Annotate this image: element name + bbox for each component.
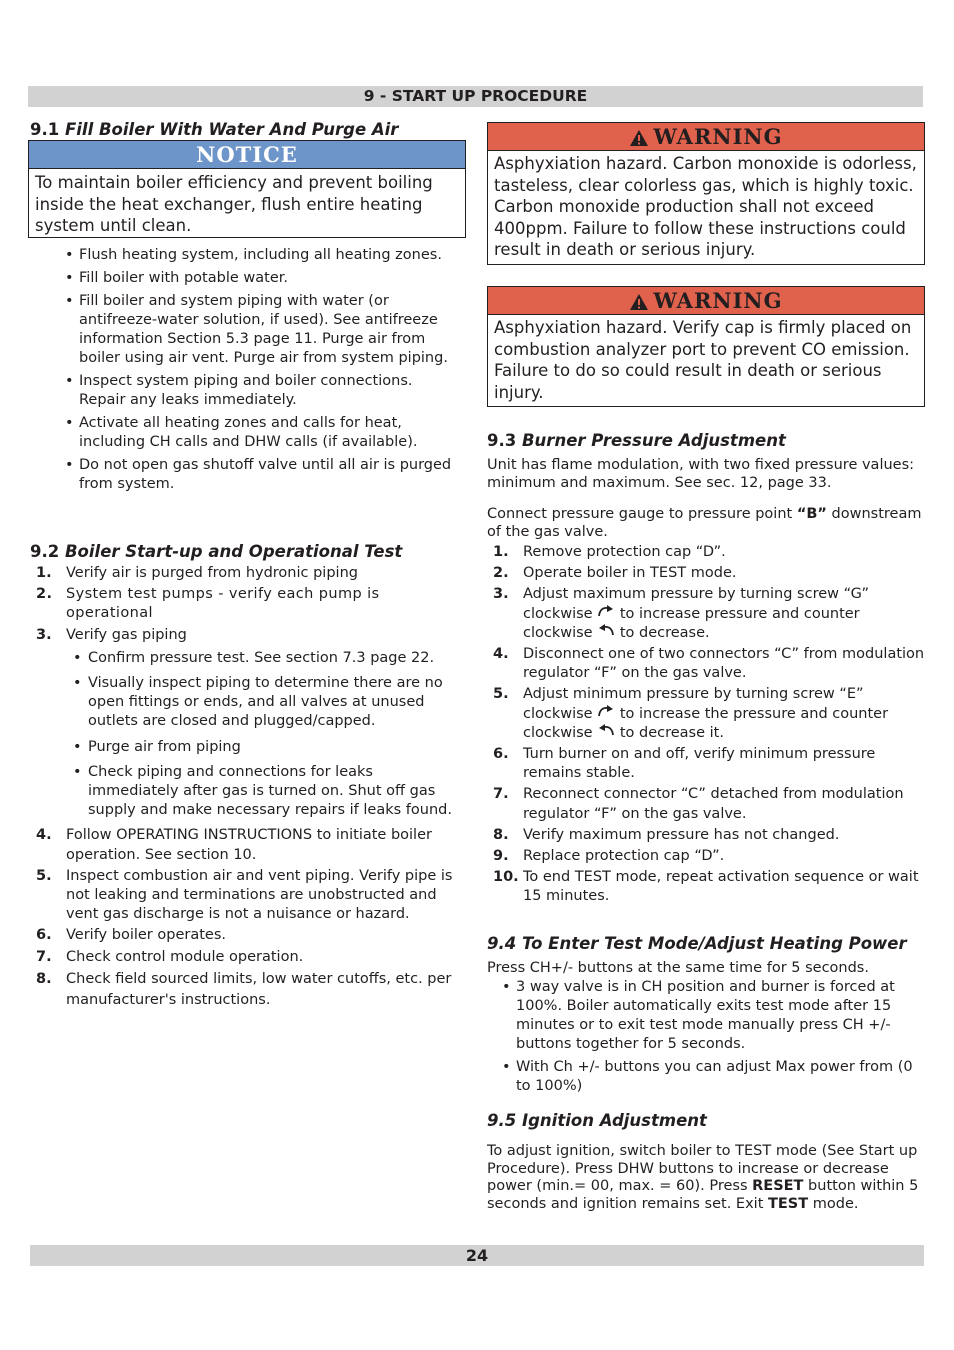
- step-number: 10.: [493, 869, 519, 886]
- list-item: • Fill boiler and system piping with water (or antifreeze-water solution, if used). See antifreeze information Section 5.3 page 11. Purge air from boiler using air vent. Purge air from system piping.: [65, 292, 460, 368]
- step-number: 7.: [493, 786, 509, 803]
- step-number: 1.: [36, 565, 52, 581]
- warning-label: WARNING: [653, 124, 783, 149]
- step-number: 8.: [493, 826, 509, 843]
- step-number: 7.: [36, 948, 52, 965]
- warning-text: Asphyxiation hazard. Verify cap is firmly placed on combustion analyzer port to prevent CO emission. Failure to do so could result in death or serious injury.: [494, 318, 912, 402]
- step-text: to decrease.: [615, 624, 710, 641]
- notice-text: To maintain boiler efficiency and prevent boiling inside the heat exchanger, flush entire heating system until clean.: [35, 173, 433, 235]
- heading-9-1: [30, 120, 470, 139]
- list-item: [487, 868, 927, 906]
- clockwise-arrow-icon: [597, 705, 615, 719]
- list-item: [487, 847, 927, 866]
- list-item: [487, 785, 927, 823]
- clockwise-arrow-icon: [597, 605, 615, 619]
- warning-box-co: [487, 122, 925, 265]
- step-text: to increase pressure and counter clockwise: [523, 605, 860, 641]
- list-item: [30, 585, 466, 623]
- section-title: 9 - START UP PROCEDURE: [363, 87, 588, 105]
- list-item: [487, 745, 927, 783]
- reset-label: RESET: [752, 1178, 804, 1195]
- list-item: [30, 926, 466, 945]
- warning-box-cap: [487, 286, 925, 407]
- list-item: [30, 564, 466, 583]
- list-item: [30, 626, 466, 821]
- ignition-text: [487, 1143, 927, 1214]
- test-mode-intro: Press CH+/- buttons at the same time for 5 seconds.: [487, 960, 869, 976]
- text-run: button within 5 seconds and ignition remains set. Exit: [487, 1178, 919, 1213]
- step-number: 8.: [36, 970, 52, 987]
- test-label: TEST: [768, 1196, 809, 1213]
- test-mode-list: [502, 978, 922, 1100]
- list-item: [487, 645, 927, 683]
- step-number: 5.: [36, 867, 52, 884]
- step-text: Inspect combustion air and vent piping. Verify pipe is not leaking and terminations are unobstructed and vent gas discharge is not a nuisance or hazard.: [66, 867, 453, 923]
- startup-test-steps: [30, 564, 466, 1013]
- step-number: 4.: [493, 646, 509, 663]
- step-text: to decrease it.: [615, 724, 724, 741]
- step-number: 5.: [493, 686, 509, 703]
- warning-header: [488, 287, 924, 315]
- list-item: [30, 969, 466, 1011]
- step-text: Verify air is purged from hydronic piping: [66, 565, 358, 581]
- heading-text: Fill Boiler With Water And Purge Air: [64, 120, 399, 139]
- step-text: To end TEST mode, repeat activation sequence or wait 15 minutes.: [523, 869, 919, 905]
- step-number: 6.: [493, 746, 509, 763]
- step-number: 9.: [493, 848, 509, 865]
- counter-clockwise-arrow-icon: [597, 724, 615, 738]
- list-item: • Flush heating system, including all heating zones.: [65, 246, 460, 265]
- list-item: [30, 867, 466, 925]
- list-item: • Purge air from piping: [66, 738, 466, 757]
- heading-9-2: [30, 542, 470, 561]
- text-run: Connect pressure gauge to pressure point: [487, 506, 797, 522]
- fill-boiler-list: [65, 246, 460, 498]
- list-item: • Confirm pressure test. See section 7.3 page 22.: [66, 649, 466, 668]
- step-number: 6.: [36, 927, 52, 944]
- step-text: Turn burner on and off, verify minimum pressure remains stable.: [523, 746, 876, 782]
- list-item: [487, 826, 927, 845]
- step-text: Disconnect one of two connectors “C” from modulation regulator “F” on the gas valve.: [523, 646, 925, 682]
- notice-box: [28, 140, 466, 238]
- text-run: downstream of the gas valve.: [487, 506, 922, 540]
- step-number: 3.: [36, 626, 52, 643]
- step-text: Adjust minimum pressure by turning screw “E” clockwise: [523, 686, 864, 722]
- heading-9-5: 9.5 Ignition Adjustment: [487, 1111, 707, 1130]
- footer-bar: [30, 1245, 924, 1266]
- step-text: to increase the pressure and counter clockwise: [523, 705, 889, 741]
- step-text: Verify boiler operates.: [66, 927, 226, 944]
- warning-label: WARNING: [653, 288, 783, 313]
- step-number: 1.: [493, 544, 509, 560]
- point-b-label: “B”: [796, 506, 827, 522]
- step-text: Operate boiler in TEST mode.: [523, 565, 737, 582]
- heading-number: 9.1: [30, 120, 60, 139]
- warning-triangle-icon: [629, 293, 649, 311]
- list-item: [487, 564, 927, 583]
- step-text: System test pumps - verify each pump is operational: [66, 586, 380, 622]
- step-text: Replace protection cap “D”.: [523, 848, 725, 865]
- step-text: Follow OPERATING INSTRUCTIONS to initiate boiler operation. See section 10.: [66, 827, 432, 863]
- list-item: [487, 585, 927, 643]
- counter-clockwise-arrow-icon: [597, 624, 615, 638]
- list-item: [487, 543, 927, 562]
- list-item: [30, 826, 466, 864]
- list-item: • Fill boiler with potable water.: [65, 269, 460, 288]
- step-text: Reconnect connector “C” detached from modulation regulator “F” on the gas valve.: [523, 786, 904, 822]
- heading-9-3: [487, 431, 927, 450]
- heading-number: 9.2: [30, 542, 60, 561]
- list-item: [487, 685, 927, 743]
- list-item: • Check piping and connections for leaks immediately after gas is turned on. Shut off gas supply and make necessary repairs if leaks found.: [66, 763, 466, 821]
- text-run: mode.: [808, 1196, 859, 1213]
- list-item: [30, 948, 466, 967]
- step-number: 3.: [493, 586, 509, 603]
- step-number: 2.: [36, 586, 53, 603]
- list-item: • 3 way valve is in CH position and burner is forced at 100%. Boiler automatically exits test mode after 15 minutes or to exit test mode manually press CH +/- buttons together for 5 seconds.: [502, 978, 922, 1054]
- step-text: Verify maximum pressure has not changed.: [523, 826, 840, 843]
- step-text: Check field sourced limits, low water cutoffs, etc. per manufacturer's instructions.: [66, 970, 452, 1008]
- gas-piping-sublist: [66, 649, 466, 821]
- heading-9-4: 9.4 To Enter Test Mode/Adjust Heating Power: [487, 934, 907, 953]
- step-text: Adjust maximum pressure by turning screw “G” clockwise: [523, 586, 870, 622]
- list-item: • Visually inspect piping to determine there are no open fittings or ends, and all valves at unused outlets are closed and plugged/capped.: [66, 674, 466, 732]
- heading-text: Boiler Start-up and Operational Test: [64, 542, 403, 561]
- burner-adjust-steps: [487, 543, 927, 909]
- list-item: • Do not open gas shutoff valve until all air is purged from system.: [65, 456, 460, 494]
- warning-header: [488, 123, 924, 151]
- page-number: 24: [465, 1246, 489, 1265]
- list-item: • Activate all heating zones and calls for heat, including CH calls and DHW calls (if available).: [65, 414, 460, 452]
- step-number: 2.: [493, 565, 509, 582]
- step-text: Remove protection cap “D”.: [523, 544, 726, 560]
- text-run: To adjust ignition, switch boiler to TEST mode (See Start up Procedure). Press DHW buttons to increase or decrease power (min.= 00, max. = 60). Press: [487, 1143, 918, 1195]
- burner-intro: Unit has flame modulation, with two fixed pressure values: minimum and maximum. See sec. 12, page 33.: [487, 457, 915, 491]
- section-header-bar: [28, 86, 923, 107]
- list-item: • With Ch +/- buttons you can adjust Max power from (0 to 100%): [502, 1058, 922, 1096]
- connect-gauge-text: [487, 505, 927, 541]
- step-number: 4.: [36, 827, 52, 844]
- warning-text: Asphyxiation hazard. Carbon monoxide is odorless, tasteless, clear colorless gas, which is highly toxic. Carbon monoxide production shall not exceed 400ppm. Failure to follow these instructions could result in death or serious injury.: [494, 154, 917, 259]
- notice-label: NOTICE: [29, 141, 465, 169]
- warning-triangle-icon: [629, 129, 649, 147]
- heading-number: 9.3: [487, 431, 517, 450]
- list-item: • Inspect system piping and boiler connections. Repair any leaks immediately.: [65, 372, 460, 410]
- step-text: Check control module operation.: [66, 948, 304, 965]
- step-text: Verify gas piping: [66, 626, 187, 643]
- heading-text: Burner Pressure Adjustment: [521, 431, 786, 450]
